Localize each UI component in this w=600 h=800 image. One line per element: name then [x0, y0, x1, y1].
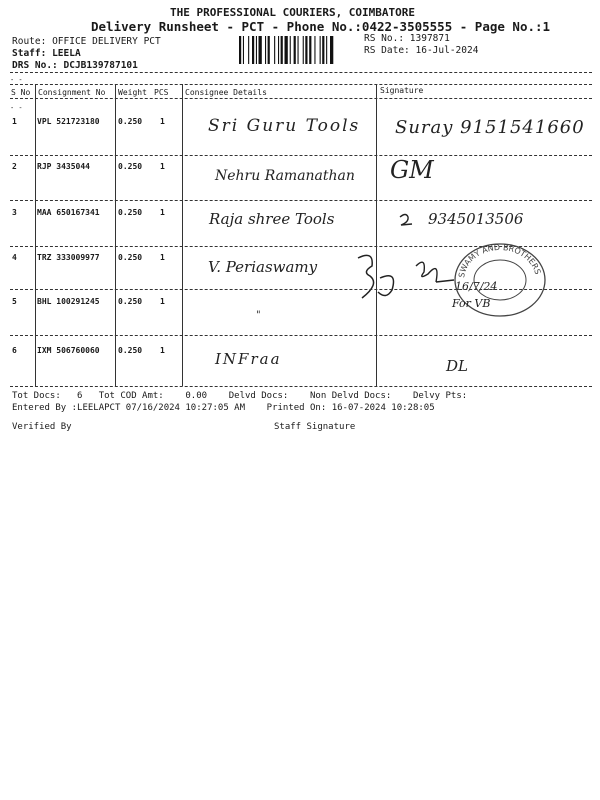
runsheet-title: Delivery Runsheet - PCT - Phone No.:0422-3505555 - Page No.:1	[91, 19, 551, 34]
row-weight: 0.250	[118, 208, 143, 217]
row-pcs: 1	[160, 297, 165, 306]
handwritten-signature: DL	[446, 357, 468, 375]
handwritten-consignee: Nehru Ramanathan	[215, 168, 355, 184]
col-header-signature: Signature	[380, 86, 424, 95]
col-header-sno: S No	[11, 88, 31, 97]
row-sno: 1	[12, 117, 17, 126]
handwritten-signature: 9345013506	[428, 210, 524, 228]
route-value: OFFICE DELIVERY PCT	[52, 36, 161, 47]
row-divider	[10, 335, 592, 336]
handwritten-signature: GM	[390, 156, 434, 184]
stamp-text: SWAMY AND BROTHERS	[457, 242, 543, 279]
signature-scribble-icon	[397, 211, 415, 229]
table-bottom	[10, 386, 592, 387]
row-consignment: BHL 100291245	[37, 297, 100, 306]
rs-no-label: RS No.:	[364, 33, 405, 44]
rs-no-value: 1397871	[409, 33, 450, 44]
drs-line	[12, 60, 138, 71]
handwritten-consignee: Sri Guru Tools	[208, 116, 361, 136]
header-divider	[10, 72, 592, 73]
row-consignment: RJP 3435044	[37, 162, 90, 171]
staff-label: Staff:	[12, 48, 47, 59]
barcode	[239, 36, 360, 64]
row-consignment: VPL 521723180	[37, 117, 100, 126]
col-header-consignee: Consignee Details	[185, 88, 267, 97]
handwritten-signature: Suray 9151541660	[395, 117, 585, 138]
row-weight: 0.250	[118, 297, 143, 306]
route-line	[12, 36, 161, 47]
rs-date-value: 16-Jul-2024	[415, 45, 479, 56]
col-divider	[115, 84, 116, 386]
row-pcs: 1	[160, 346, 165, 355]
row-sno: 6	[12, 346, 17, 355]
row-consignment: MAA 650167341	[37, 208, 100, 217]
staff-value: LEELA	[52, 48, 81, 59]
col-divider	[35, 84, 36, 386]
staff-line	[12, 48, 81, 59]
rs-date-line	[364, 45, 478, 56]
signature-scribble-icon	[352, 248, 412, 308]
row-pcs: 1	[160, 208, 165, 217]
handwritten-consignee: V. Periaswamy	[208, 258, 318, 276]
table-top-marker: - -	[10, 76, 23, 84]
col-header-consignment: Consignment No	[38, 88, 106, 97]
row-weight: 0.250	[118, 117, 143, 126]
row-marker: - -	[10, 104, 23, 112]
table-header-top	[10, 84, 592, 85]
row-pcs: 1	[160, 253, 165, 262]
row-divider	[10, 200, 592, 201]
handwritten-consignee: "	[256, 310, 261, 321]
row-pcs: 1	[160, 162, 165, 171]
handwritten-consignee: Raja shree Tools	[209, 210, 335, 228]
row-pcs: 1	[160, 117, 165, 126]
handwritten-consignee: INFraa	[215, 350, 282, 368]
rs-date-label: RS Date:	[364, 45, 410, 56]
staff-signature-label: Staff Signature	[274, 422, 356, 432]
row-consignment: TRZ 333009977	[37, 253, 100, 262]
row-weight: 0.250	[118, 346, 143, 355]
rs-no-line	[364, 33, 450, 44]
totals-line: Tot Docs: 6 Tot COD Amt: 0.00 Delvd Docs: Non Delvd Docs: Delvy Pts:	[12, 391, 468, 401]
col-divider	[376, 84, 377, 386]
col-divider	[182, 84, 183, 386]
company-name: THE PROFESSIONAL COURIERS, COIMBATORE	[170, 6, 416, 19]
route-label: Route:	[12, 36, 47, 47]
row-sno: 2	[12, 162, 17, 171]
verified-by-label: Verified By	[12, 422, 72, 432]
svg-text:SWAMY AND BROTHERS	[457, 243, 542, 278]
entered-by-line: Entered By :LEELAPCT 07/16/2024 10:27:05 AM Printed On: 16-07-2024 10:28:05	[12, 403, 435, 413]
drs-label: DRS No.:	[12, 60, 58, 71]
row-weight: 0.250	[118, 253, 143, 262]
drs-value: DCJB139787101	[63, 60, 138, 71]
row-divider	[10, 155, 592, 156]
handwritten-signature: 16/7/24	[455, 280, 498, 293]
row-sno: 3	[12, 208, 17, 217]
table-header-bottom	[10, 98, 592, 99]
row-sno: 4	[12, 253, 17, 262]
row-sno: 5	[12, 297, 17, 306]
row-weight: 0.250	[118, 162, 143, 171]
row-consignment: IXM 506760060	[37, 346, 100, 355]
handwritten-signature: For VB	[452, 297, 491, 310]
col-header-pcs: PCS	[154, 88, 169, 97]
col-header-weight: Weight	[118, 88, 147, 97]
